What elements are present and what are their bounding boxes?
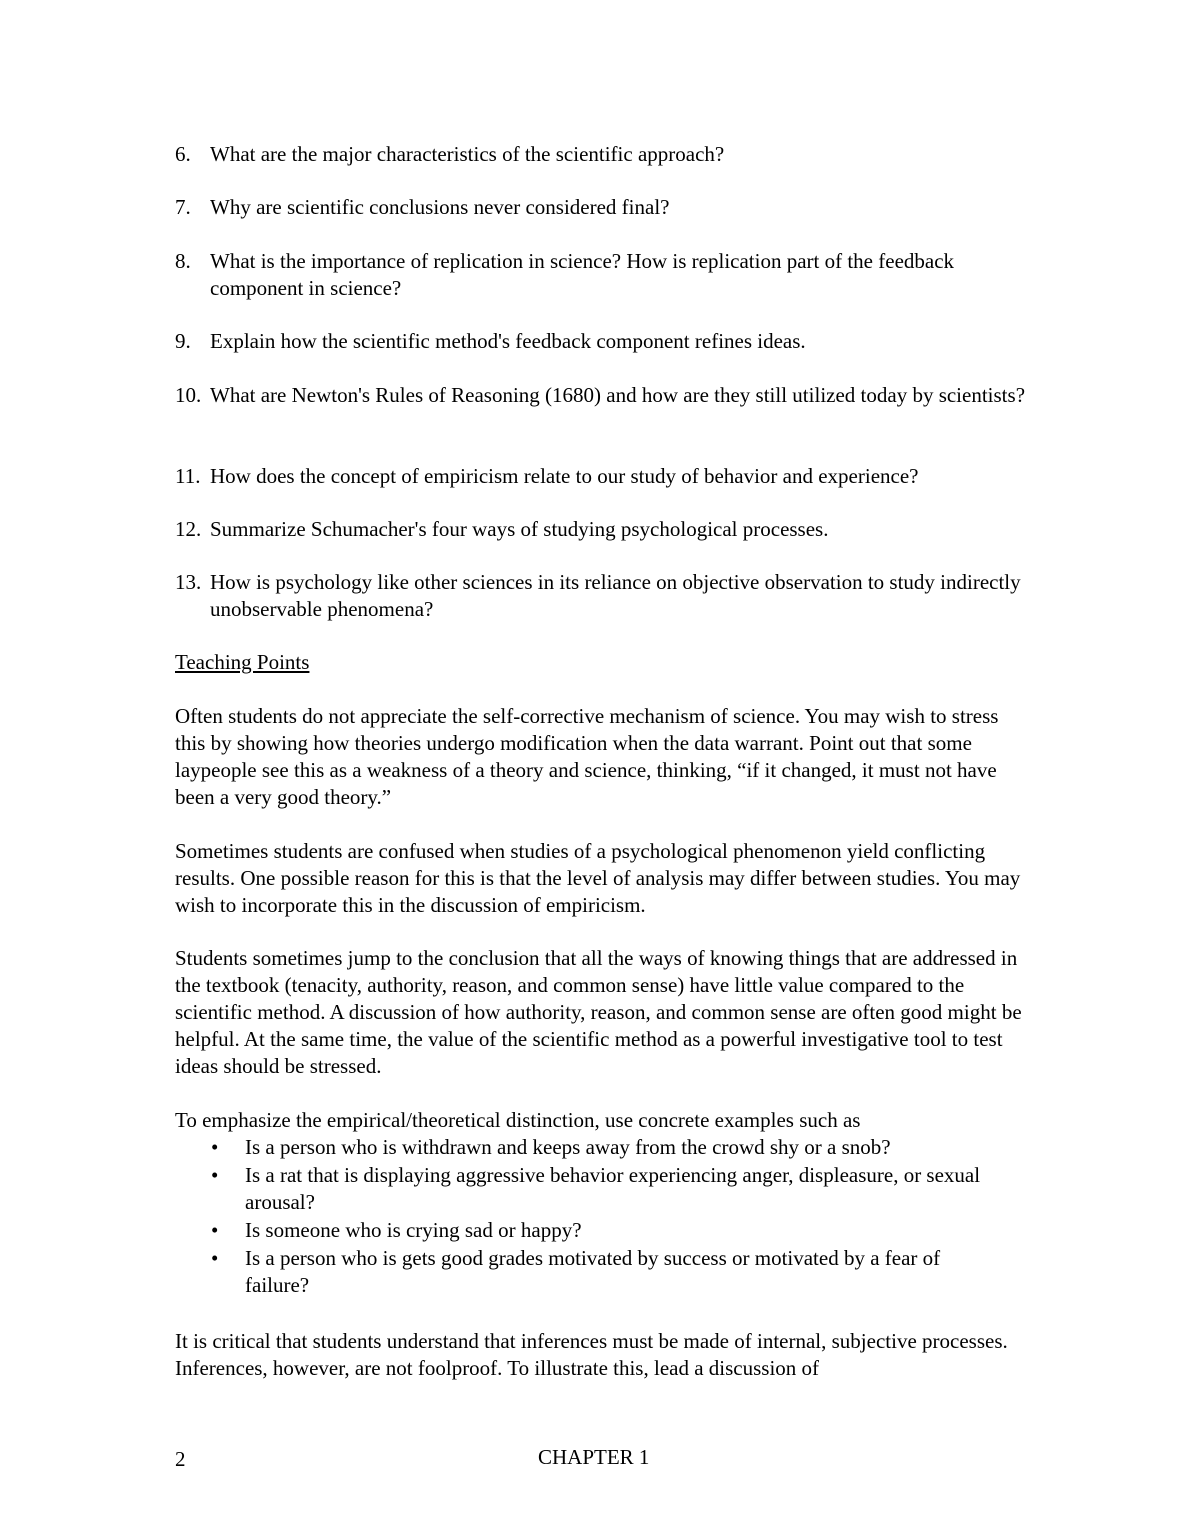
section-heading: Teaching Points <box>175 650 310 674</box>
bullet-text: Is someone who is crying sad or happy? <box>245 1218 582 1242</box>
body-paragraph: Sometimes students are confused when studies of a psychological phenomenon yield conflicting results. One possible reason for this is that the level of analysis may differ between studies. You may wish to incorporate this in the discussion of empiricism. <box>175 839 1021 917</box>
question-number: 7. <box>175 195 191 219</box>
question-number: 11. <box>175 464 201 488</box>
page-number: 2 <box>175 1447 186 1471</box>
question-item <box>175 248 1025 302</box>
body-paragraph: To emphasize the empirical/theoretical distinction, use concrete examples such as <box>175 1108 861 1132</box>
example-bullet-list <box>175 1134 1025 1300</box>
bullet-item <box>175 1245 1005 1299</box>
bullet-item <box>175 1162 1005 1216</box>
bullet-item <box>175 1217 1005 1244</box>
question-number: 9. <box>175 329 191 353</box>
question-text: Summarize Schumacher's four ways of studying psychological processes. <box>210 517 829 541</box>
chapter-footer: CHAPTER 1 <box>538 1445 650 1469</box>
question-item <box>175 463 1025 490</box>
question-text: Explain how the scientific method's feedback component refines ideas. <box>210 329 806 353</box>
bullet-text: Is a rat that is displaying aggressive behavior experiencing anger, displeasure, or sexual arousal? <box>245 1163 981 1214</box>
body-paragraph: Often students do not appreciate the self-corrective mechanism of science. You may wish to stress this by showing how theories undergo modification when the data warrant. Point out that some laypeople see this as a weakness of a theory and science, thinking, “if it changed, it must not have been a very good theory.” <box>175 704 999 809</box>
bullet-icon: • <box>211 1163 219 1187</box>
question-item <box>175 516 1025 543</box>
bullet-icon: • <box>211 1135 219 1159</box>
question-text: Why are scientific conclusions never considered final? <box>210 195 670 219</box>
question-text: What are the major characteristics of the scientific approach? <box>210 142 725 166</box>
bullet-text: Is a person who is gets good grades motivated by success or motivated by a fear of failure? <box>245 1246 941 1297</box>
question-item <box>175 569 1025 623</box>
question-item <box>175 141 1025 168</box>
question-text: How is psychology like other sciences in its reliance on objective observation to study indirectly unobservable phenomena? <box>210 570 1021 621</box>
question-item <box>175 382 1025 409</box>
bullet-icon: • <box>211 1246 219 1270</box>
question-number: 8. <box>175 249 191 273</box>
question-number: 10. <box>175 383 202 407</box>
question-text: How does the concept of empiricism relate to our study of behavior and experience? <box>210 464 919 488</box>
question-item <box>175 194 1025 221</box>
question-number: 6. <box>175 142 191 166</box>
bullet-text: Is a person who is withdrawn and keeps away from the crowd shy or a snob? <box>245 1135 891 1159</box>
body-paragraph: Students sometimes jump to the conclusion that all the ways of knowing things that are addressed in the textbook (tenacity, authority, reason, and common sense) have little value compared to the scientific method. A discussion of how authority, reason, and common sense are often good might be helpful. At the same time, the value of the scientific method as a powerful investigative tool to test ideas should be stressed. <box>175 946 1022 1078</box>
question-text: What is the importance of replication in science? How is replication part of the feedback component in science? <box>210 249 955 300</box>
body-paragraph: It is critical that students understand that inferences must be made of internal, subjective processes. Inferences, however, are not foolproof. To illustrate this, lead a discussion of <box>175 1329 1008 1380</box>
question-number: 12. <box>175 517 202 541</box>
question-number: 13. <box>175 570 202 594</box>
question-text: What are Newton's Rules of Reasoning (1680) and how are they still utilized today by scientists? <box>210 383 1026 407</box>
bullet-item <box>175 1134 1005 1161</box>
bullet-icon: • <box>211 1218 219 1242</box>
question-item <box>175 328 1025 355</box>
